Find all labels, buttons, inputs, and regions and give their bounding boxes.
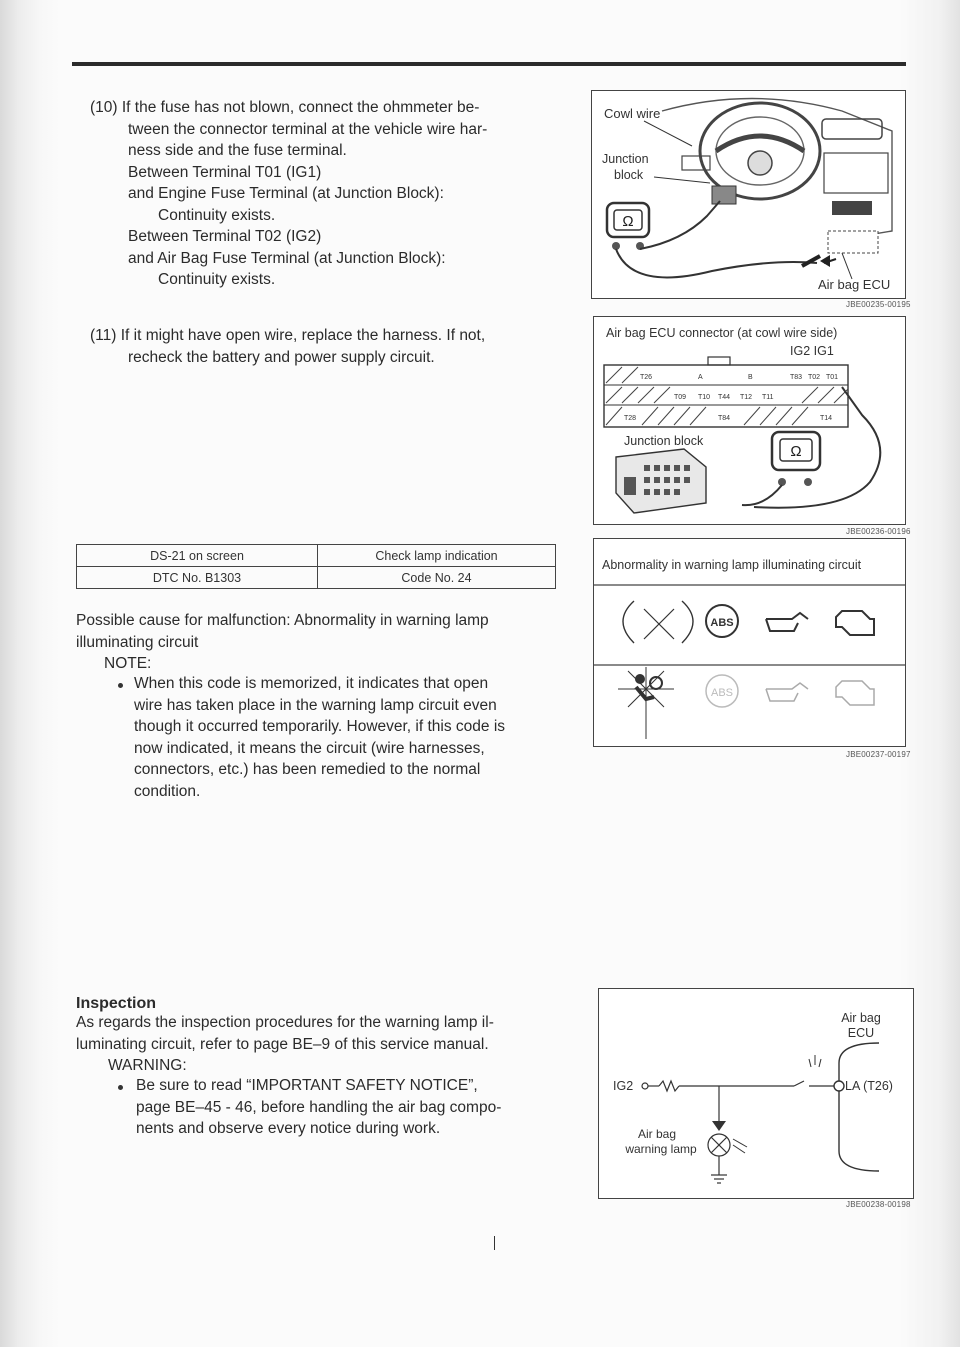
warning-text: [136, 1075, 501, 1140]
page-mark: [494, 1236, 495, 1250]
pin-t01: T01: [826, 374, 839, 381]
step-10-line-9: Continuity exists.: [158, 271, 276, 288]
table-cell-dtc: DTC No. B1303: [77, 567, 318, 589]
header-rule: [72, 62, 906, 66]
figure-circuit-diagram: [598, 988, 914, 1199]
warning-bullet: [118, 1085, 123, 1090]
step-10-line-5: and Engine Fuse Terminal (at Junction Block):: [128, 185, 444, 202]
ohm-symbol-1: Ω: [622, 213, 634, 230]
step-10-line-8: and Air Bag Fuse Terminal (at Junction Block):: [128, 249, 446, 267]
pin-t83: T83: [790, 374, 803, 381]
pin-t11: T11: [762, 394, 774, 401]
inspection-text: [76, 1012, 494, 1077]
step-11-line-1: (11) If it might have open wire, replace the harness. If not,: [90, 327, 486, 344]
note-text: [134, 673, 505, 802]
label-ecu-2: ECU: [847, 1026, 875, 1040]
step-10-line-2: tween the connector terminal at the vehicle wire har-: [128, 120, 488, 138]
table-header-lamp: Check lamp indication: [318, 545, 556, 567]
step-10-line-7: Between Terminal T02 (IG2): [128, 228, 322, 245]
warning-line-2: page BE–45 - 46, before handling the air bag compo-: [136, 1098, 502, 1116]
inspection-heading: Inspection: [76, 995, 157, 1012]
dtc-table: [76, 544, 556, 589]
ohm-symbol-2: Ω: [790, 443, 802, 460]
note-line-3: though it occurred temporarily. However, if this code is: [134, 718, 506, 735]
label-junction-block: Junction block: [624, 434, 704, 448]
step-10-line-4: Between Terminal T01 (IG1): [128, 163, 322, 181]
figure-1-code: JBE00235-00195: [846, 300, 911, 309]
label-ig2-ig1: IG2 IG1: [790, 344, 834, 358]
pin-b: B: [748, 374, 753, 381]
pin-t84: T84: [718, 415, 731, 422]
step-10-line-6: Continuity exists.: [158, 206, 276, 224]
step-10-text: [90, 97, 487, 291]
note-line-4: now indicated, it means the circuit (wire harnesses,: [134, 739, 485, 757]
note-bullet: [118, 683, 123, 688]
note-line-5: connectors, etc.) has been remedied to the normal: [134, 761, 481, 778]
table-cell-code: Code No. 24: [318, 567, 556, 589]
step-10-line-1: (10) If the fuse has not blown, connect the ohmmeter be-: [90, 99, 480, 116]
table-header-screen: DS-21 on screen: [77, 545, 318, 567]
circuit-illustration: [599, 989, 913, 1198]
warning-label: WARNING:: [108, 1057, 187, 1074]
warning-line-1: Be sure to read “IMPORTANT SAFETY NOTICE”,: [136, 1077, 478, 1094]
abs-text-2: ABS: [710, 687, 734, 699]
figure-2-code: JBE00236-00196: [846, 527, 911, 536]
table-row: [77, 567, 556, 589]
figure-4-code: JBE00238-00198: [846, 1200, 911, 1209]
label-ig2: IG2: [613, 1079, 634, 1093]
label-junction-1: Junction: [602, 152, 649, 166]
pin-t02: T02: [808, 374, 821, 381]
label-ecu-1: Air bag: [841, 1011, 881, 1025]
cause-line-1: Possible cause for malfunction: Abnormality in warning lamp: [76, 612, 489, 629]
step-11-line-2: recheck the battery and power supply circuit.: [128, 348, 435, 366]
note-line-6: condition.: [134, 782, 201, 800]
dashboard-illustration: [592, 91, 905, 298]
figure-3-title: Abnormality in warning lamp illuminating circuit: [602, 558, 862, 572]
label-cowl-wire: Cowl wire: [604, 106, 661, 121]
label-air-bag-ecu: Air bag ECU: [818, 277, 891, 292]
label-junction-2: block: [614, 168, 644, 182]
connector-illustration: [594, 317, 905, 524]
figure-3-code: JBE00237-00197: [846, 750, 911, 759]
table-row: [77, 545, 556, 567]
figure-ecu-connector: [593, 316, 906, 525]
cause-line-2: illuminating circuit: [76, 633, 199, 651]
label-la-t26: LA (T26): [845, 1079, 893, 1093]
step-11-text: [90, 325, 485, 368]
figure-warning-lamps: [593, 538, 906, 747]
pin-t09: T09: [674, 394, 687, 401]
inspection-line-1: As regards the inspection procedures for the warning lamp il-: [76, 1014, 494, 1031]
pin-t44: T44: [718, 394, 731, 401]
label-lamp-2: warning lamp: [625, 1142, 697, 1156]
pin-t10: T10: [698, 394, 711, 401]
connector-title: Air bag ECU connector (at cowl wire side): [606, 326, 838, 340]
pin-t14: T14: [820, 415, 833, 422]
pin-t26: T26: [640, 374, 653, 381]
warning-lamp-illustration: [594, 539, 905, 746]
note-line-1: When this code is memorized, it indicates that open: [134, 675, 489, 692]
pin-t28: T28: [624, 415, 637, 422]
note-line-2: wire has taken place in the warning lamp circuit even: [134, 696, 497, 714]
pin-t12: T12: [740, 394, 753, 401]
figure-dashboard-ohmmeter: [591, 90, 906, 299]
abs-text-1: ABS: [710, 617, 734, 629]
inspection-line-2: luminating circuit, refer to page BE–9 of this service manual.: [76, 1035, 489, 1053]
warning-line-3: nents and observe every notice during work.: [136, 1120, 441, 1137]
label-lamp-1: Air bag: [637, 1127, 677, 1141]
note-label: NOTE:: [104, 655, 152, 672]
pin-a: A: [698, 374, 703, 381]
step-10-line-3: ness side and the fuse terminal.: [128, 142, 347, 159]
cause-text: [76, 610, 489, 675]
